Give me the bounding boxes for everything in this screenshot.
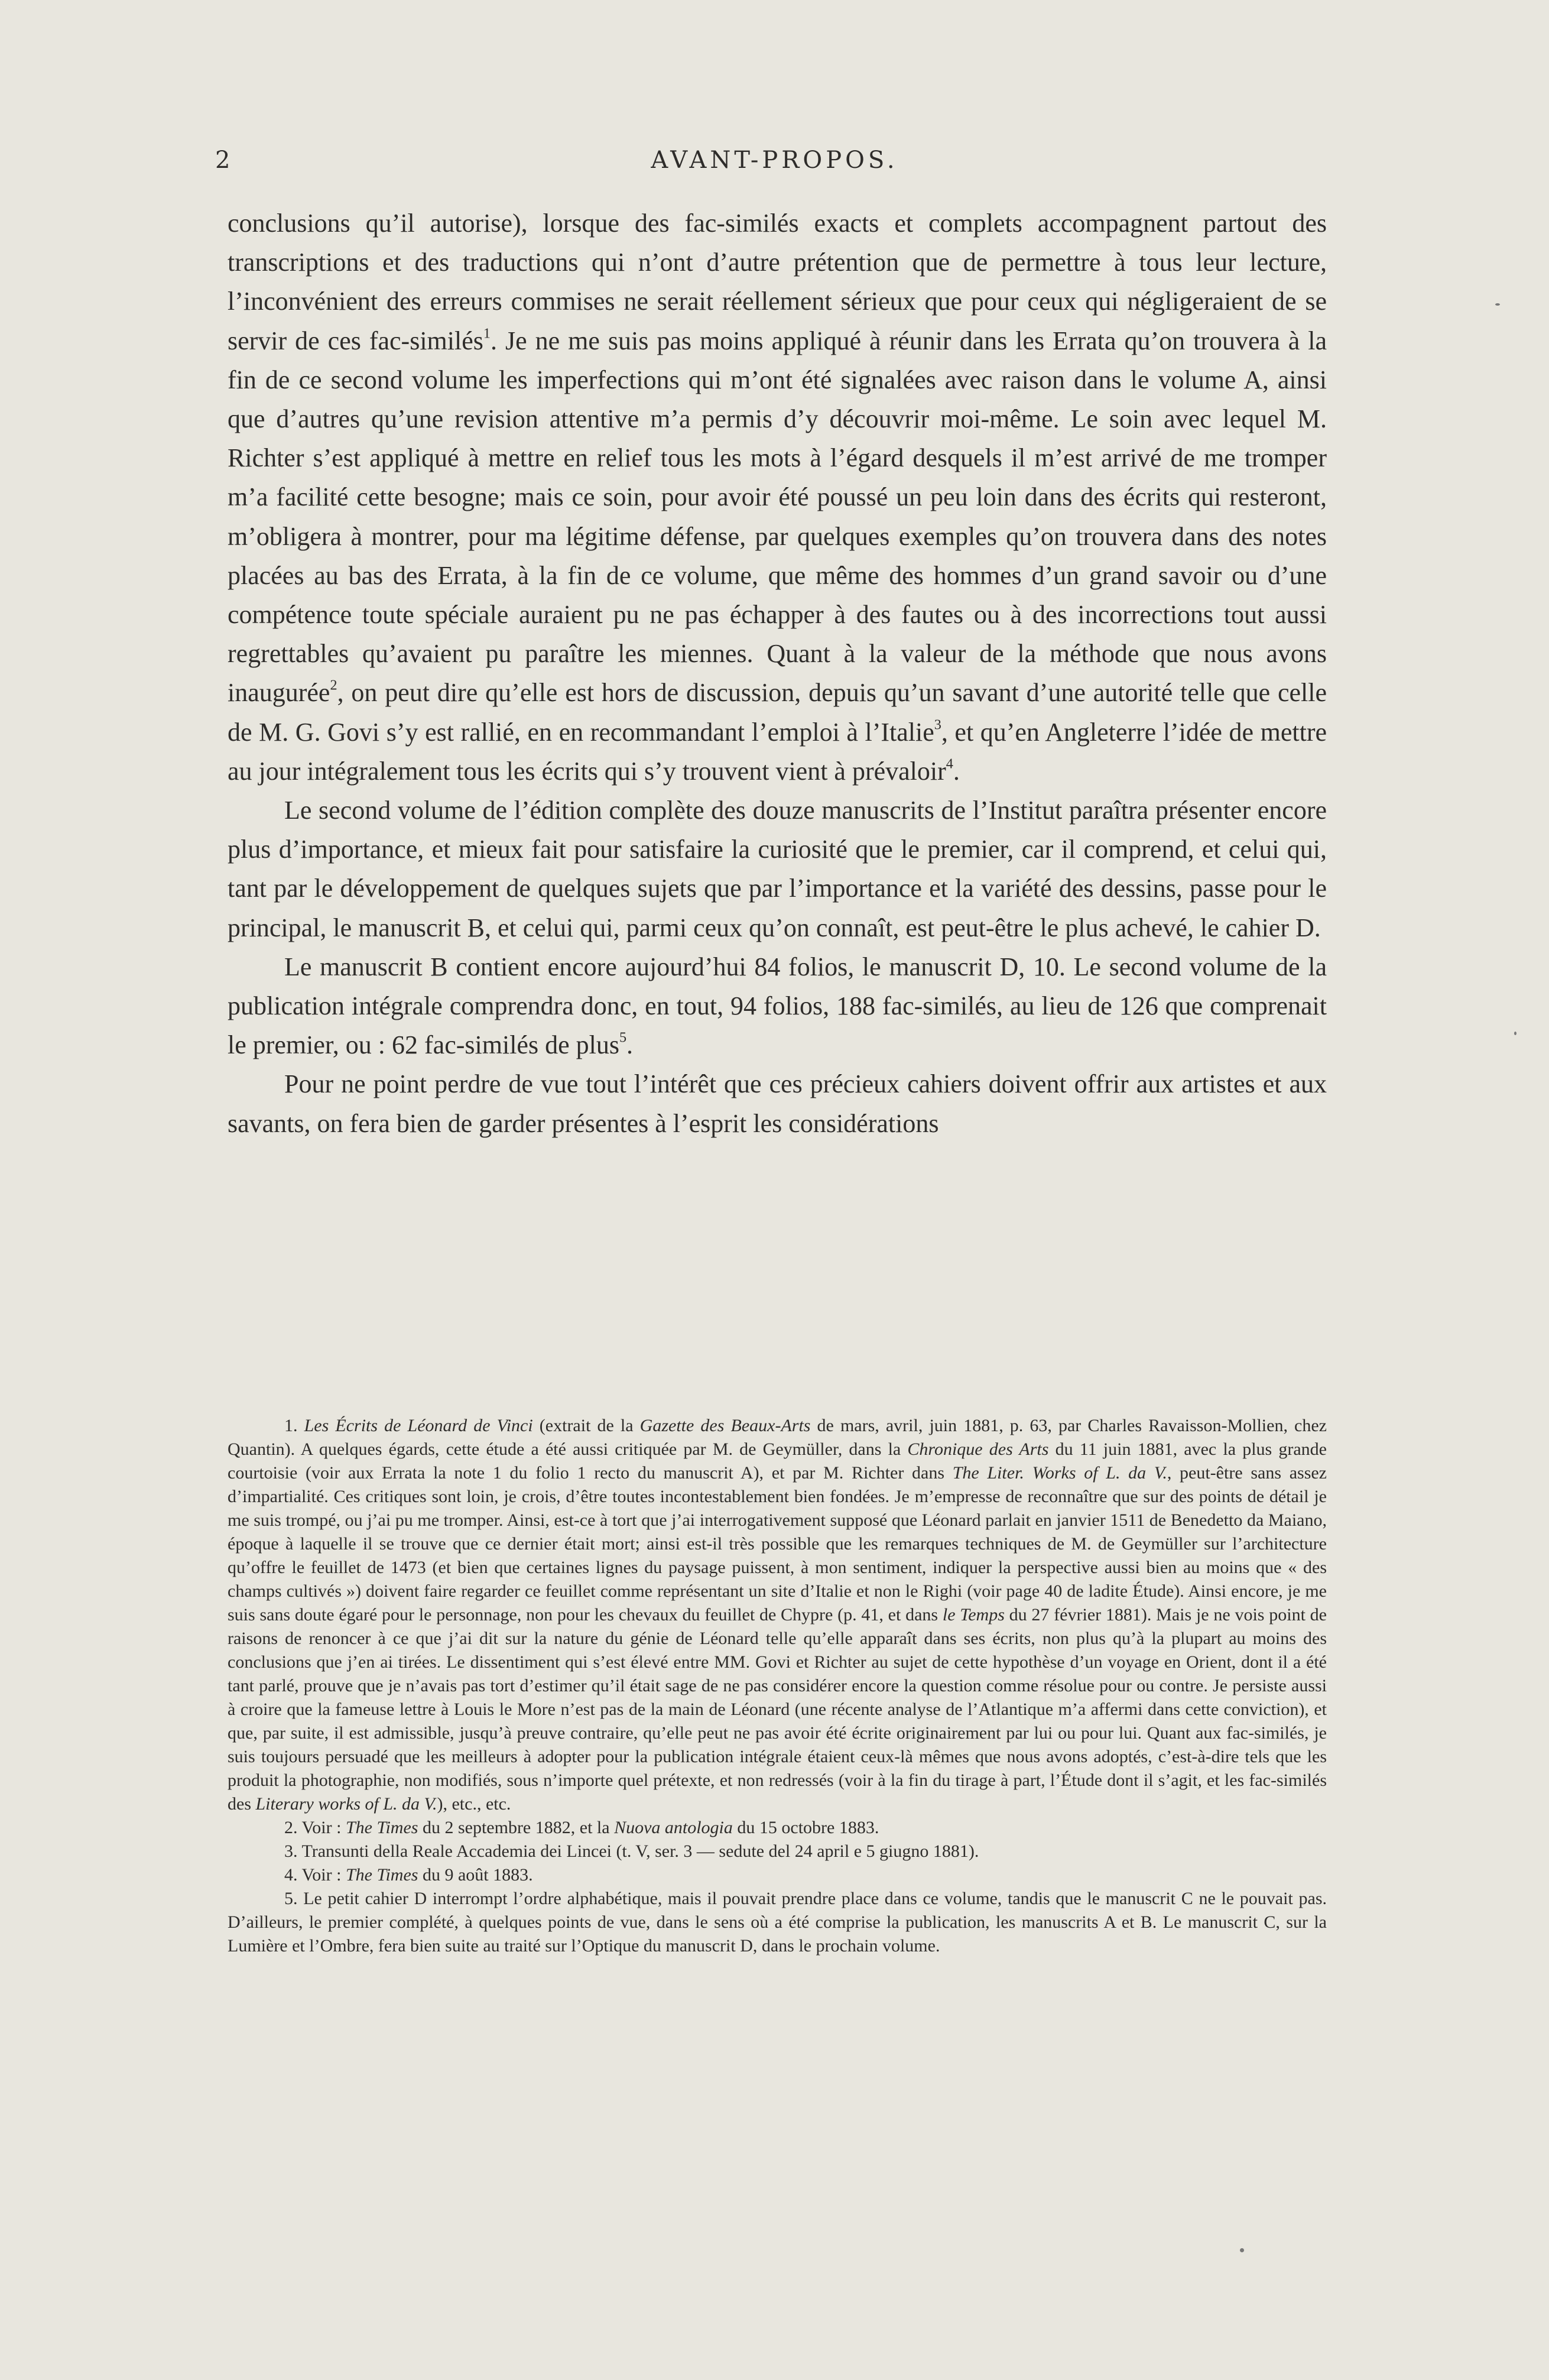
footnote-ref-1: 1 bbox=[483, 325, 491, 342]
page-number: 2 bbox=[215, 147, 232, 174]
main-text bbox=[228, 204, 1327, 1143]
paper-speck bbox=[1514, 1032, 1516, 1035]
footnote-1: 1. Les Écrits de Léonard de Vinci (extrait de la Gazette des Beaux-Arts de mars, avril, juin 1881, p. 63, par Charles Ravaisson-Mollien, chez Quantin). A quelques égards, cette étude a été aussi critiquée par M. de Geymüller, dans la Chronique des Arts du 11 juin 1881, avec la plus grande courtoisie (voir aux Errata la note 1 du folio 1 recto du manuscrit A), et par M. Richter dans The Liter. Works of L. da V., peut-être sans assez d’impartialité. Ces critiques sont loin, je crois, d’être toutes incontestablement bien fondées. Je m’empresse de reconnaître que sur des points de détail je me suis trompé, ou j’ai pu me tromper. Ainsi, est-ce à tort que j’ai interrogativement supposé que Léonard parlait en janvier 1511 de Benedetto da Maiano, époque à laquelle il se trouve que ce dernier était mort; ainsi est-il très possible que les remarques techniques de M. de Geymüller sur l’architecture qu’offre le feuillet de 1473 (et bien que certaines lignes du paysage puissent, à mon sentiment, indiquer la perspective aussi bien au moins que « des champs cultivés ») doivent faire regarder ce feuillet comme représentant un site d’Italie et non le Righi (voir page 40 de ladite Étude). Ainsi encore, je me suis sans doute égaré pour le personnage, non pour les chevaux du feuillet de Chypre (p. 41, et dans le Temps du 27 février 1881). Mais je ne vois point de raisons de renoncer à ce que j’ai dit sur la nature du génie de Léonard telle qu’elle apparaît dans ses écrits, non plus qu’à la plupart au moins des conclusions que j’en ai tirées. Le dissentiment qui s’est élevé entre MM. Govi et Richter au sujet de cette hypothèse d’un voyage en Orient, dont il a été tant parlé, prouve que je n’avais pas tort d’estimer qu’il était sage de ne pas considérer encore la question comme résolue pour ou contre. Je persiste aussi à croire que la fameuse lettre à Louis le More n’est pas de la main de Léonard (une récente analyse de l’Atlantique m’a affermi dans cette conviction), et que, par suite, il est admissible, jusqu’à preuve contraire, qu’elle peut ne pas avoir été écrite originairement par lui ou pour lui. Quant aux fac-similés, je suis toujours persuadé que les meilleurs à adopter pour la publication intégrale étaient ceux-là mêmes que nous avons adoptés, c’est-à-dire tels que les produit la photographie, non modifiés, sous n’importe quel prétexte, et non redressés (voir à la fin du tirage à part, l’Étude dont il s’agit, et les fac-similés des Literary works of L. da V.), etc., etc. bbox=[228, 1416, 1327, 1814]
paragraph-2: Le second volume de l’édition complète des douze manuscrits de l’Institut paraîtra présenter encore plus d’importance, et mieux fait pour satisfaire la curiosité que le premier, car il comprend, et celui qui, tant par le développement de quelques sujets que par l’importance et la variété des dessins, passe pour le principal, le manuscrit B, et celui qui, parmi ceux qu’on connaît, est peut-être le plus achevé, le cahier D. bbox=[228, 796, 1327, 942]
paragraph-3: Le manuscrit B contient encore aujourd’hui 84 folios, le manuscrit D, 10. Le second volume de la publication intégrale comprendra donc, en tout, 94 folios, 188 fac-similés, au lieu de 126 que comprenait le premier, ou : 62 fac-similés de plus$^5$. bbox=[228, 952, 1327, 1060]
footnote-3: 3. Transunti della Reale Accademia dei Lincei (t. V, ser. 3 — sedute del 24 april e 5 giugno 1881). bbox=[284, 1841, 979, 1861]
footnote-ref-5: 5 bbox=[619, 1029, 627, 1046]
footnote-ref-4: 4 bbox=[946, 755, 953, 772]
paper-speck bbox=[1495, 303, 1500, 306]
paragraph-1: conclusions qu’il autorise), lorsque des fac-similés exacts et complets accompagnent partout des transcriptions et des traductions qui n’ont d’autre prétention que de permettre à tous leur lecture, l’inconvénient des erreurs commises ne serait réellement sérieux que pour ceux qui négligeraient de se servir de ces fac-similés$^1$. Je ne me suis pas moins appliqué à réunir dans les Errata qu’on trouvera à la fin de ce second volume les imperfections qui m’ont été signalées avec raison dans le volume A, ainsi que d’autres qu’une revision attentive m’a permis d’y découvrir moi-même. Le soin avec lequel M. Richter s’est appliqué à mettre en relief tous les mots à l’égard desquels il m’est arrivé de me tromper m’a facilité cette besogne; mais ce soin, pour avoir été poussé un peu loin dans des écrits qui resteront, m’obligera à montrer, pour ma légitime défense, par quelques exemples qu’on trouvera dans des notes placées au bas des Errata, à la fin de ce volume, que même des hommes d’un grand savoir ou d’une compétence toute spéciale auraient pu ne pas échapper à des fautes ou à des incorrections tout aussi regrettables qu’avaient pu paraître les miennes. Quant à la valeur de la méthode que nous avons inaugurée$^2$, on peut dire qu’elle est hors de discussion, depuis qu’un savant d’une autorité telle que celle de M. G. Govi s’y est rallié, en en recommandant l’emploi à l’Italie$^3$, et qu’en Angleterre l’idée de mettre au jour intégralement tous les écrits qui s’y trouvent vient à prévaloir$^4$. bbox=[228, 209, 1327, 786]
paragraph-4: Pour ne point perdre de vue tout l’intérêt que ces précieux cahiers doivent offrir aux artistes et aux savants, on fera bien de garder présentes à l’esprit les considérations bbox=[228, 1069, 1327, 1138]
footnote-2: 2. Voir : The Times du 2 septembre 1882, et la Nuova antologia du 15 octobre 1883. bbox=[284, 1818, 879, 1837]
running-title: AVANT-PROPOS. bbox=[651, 147, 898, 174]
footnote-5: 5. Le petit cahier D interrompt l’ordre alphabétique, mais il pouvait prendre place dans ce volume, tandis que le manuscrit C ne le pouvait pas. D’ailleurs, le premier complété, à quelques points de vue, dans le sens où a été comprise la publication, les manuscrits A et B. Le manuscrit C, sur la Lumière et l’Ombre, fera bien suite au traité sur l’Optique du manuscrit D, dans le prochain volume. bbox=[228, 1889, 1327, 1956]
footnote-4: 4. Voir : The Times du 9 août 1883. bbox=[284, 1865, 533, 1885]
paper-speck bbox=[1240, 2248, 1244, 2252]
footnote-ref-2: 2 bbox=[330, 677, 337, 694]
footnotes bbox=[228, 1414, 1327, 1958]
footnote-ref-3: 3 bbox=[934, 716, 941, 733]
page-header bbox=[0, 147, 1549, 182]
